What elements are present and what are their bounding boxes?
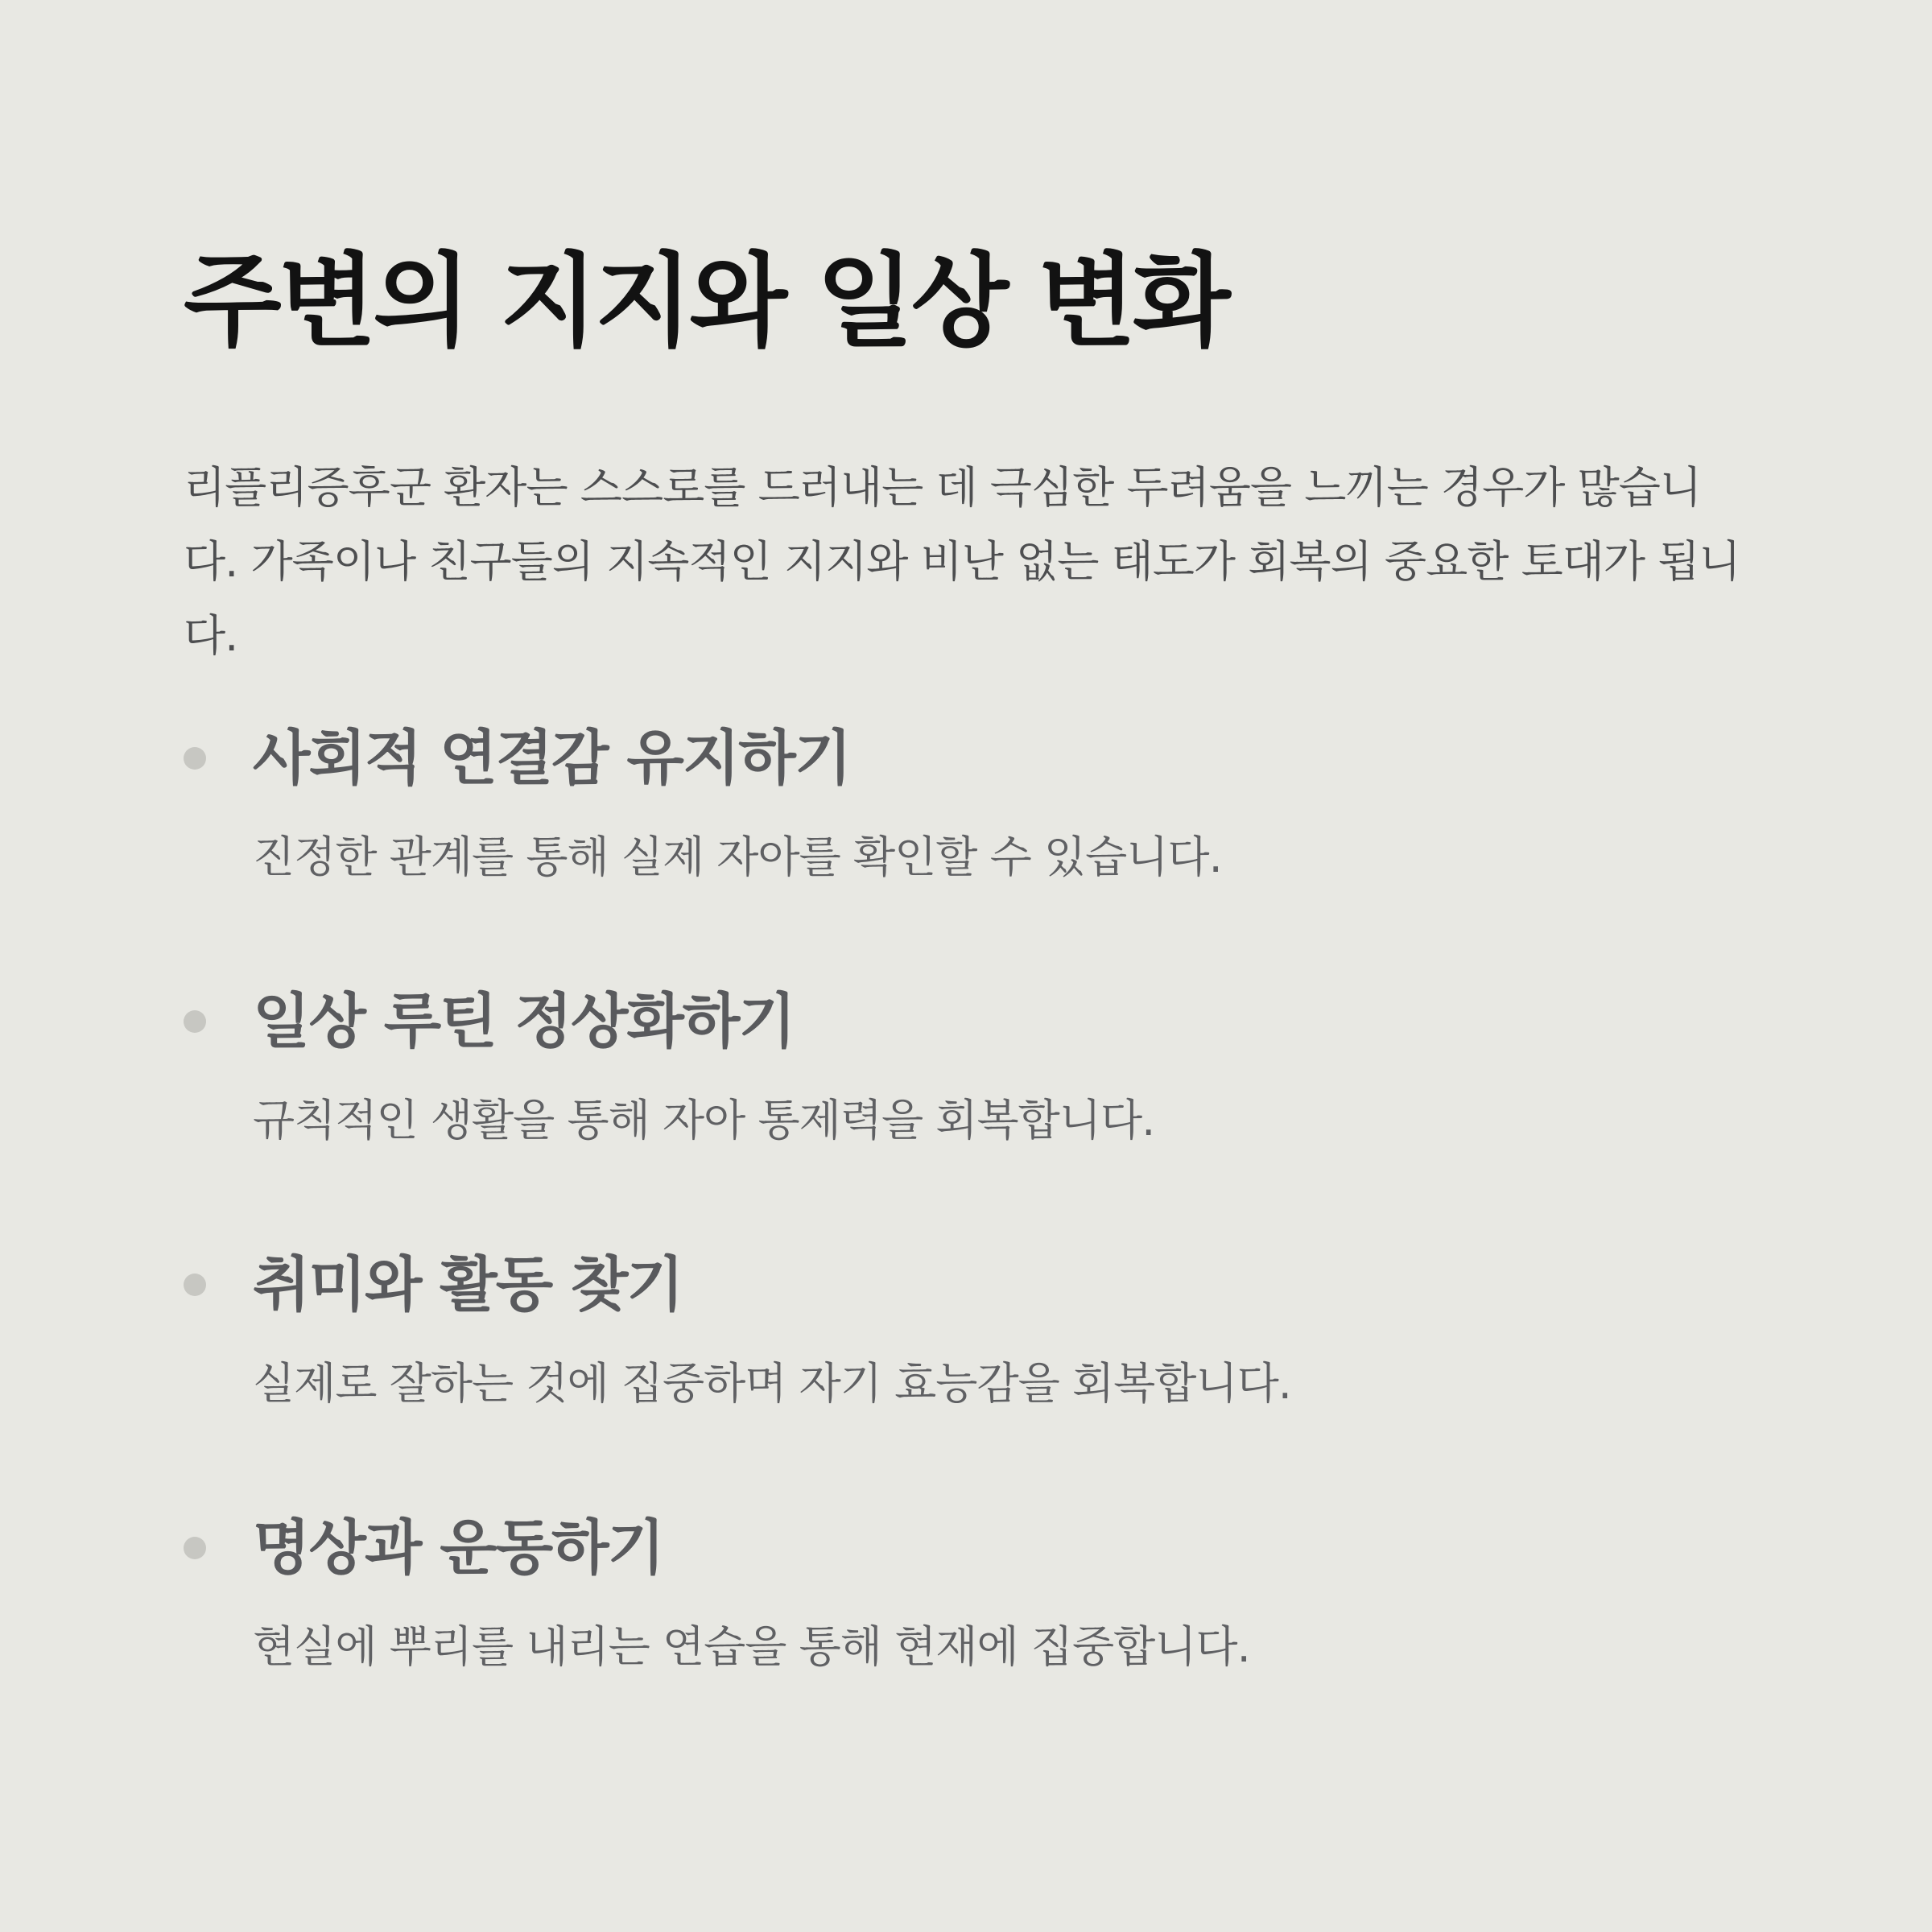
bullet-dot-icon	[184, 1537, 206, 1559]
page-title: 주변의 지지와 일상 변화	[184, 242, 1228, 361]
list-item	[184, 716, 1753, 980]
list-item-heading: 사회적 연결감 유지하기	[253, 724, 851, 793]
list-item-description: 현실에 뿌리를 내리는 연습을 통해 현재에 집중합니다.	[253, 1621, 1250, 1672]
bullet-dot-icon	[184, 747, 206, 770]
list-item-description: 진정한 관계를 통해 실제 자아를 확인할 수 있습니다.	[253, 832, 1222, 882]
list-item	[184, 1506, 1753, 1769]
list-item-description: 규칙적인 생활을 통해 자아 통제력을 회복합니다.	[253, 1095, 1155, 1146]
list-item	[184, 980, 1753, 1243]
list-item-heading: 일상 루틴 정상화하기	[253, 987, 795, 1056]
bullet-dot-icon	[184, 1010, 206, 1033]
list-item-description: 실제로 잘하는 것에 집중하며 자기 효능감을 회복합니다.	[253, 1358, 1291, 1409]
intro-paragraph: 리플리증후군 환자는 스스로를 드러내는 데 극심한 두려움을 느끼는 경우가 많습니다. 가족이나 친구들의 지속적인 지지와 비난 없는 태도가 회복의 중요한 토대가 됩니다.	[184, 462, 1740, 661]
list-item	[184, 1243, 1753, 1506]
list-item-heading: 명상과 운동하기	[253, 1513, 664, 1583]
bullet-dot-icon	[184, 1274, 206, 1296]
list-item-heading: 취미와 활동 찾기	[253, 1250, 683, 1319]
tips-list	[184, 716, 1753, 1769]
